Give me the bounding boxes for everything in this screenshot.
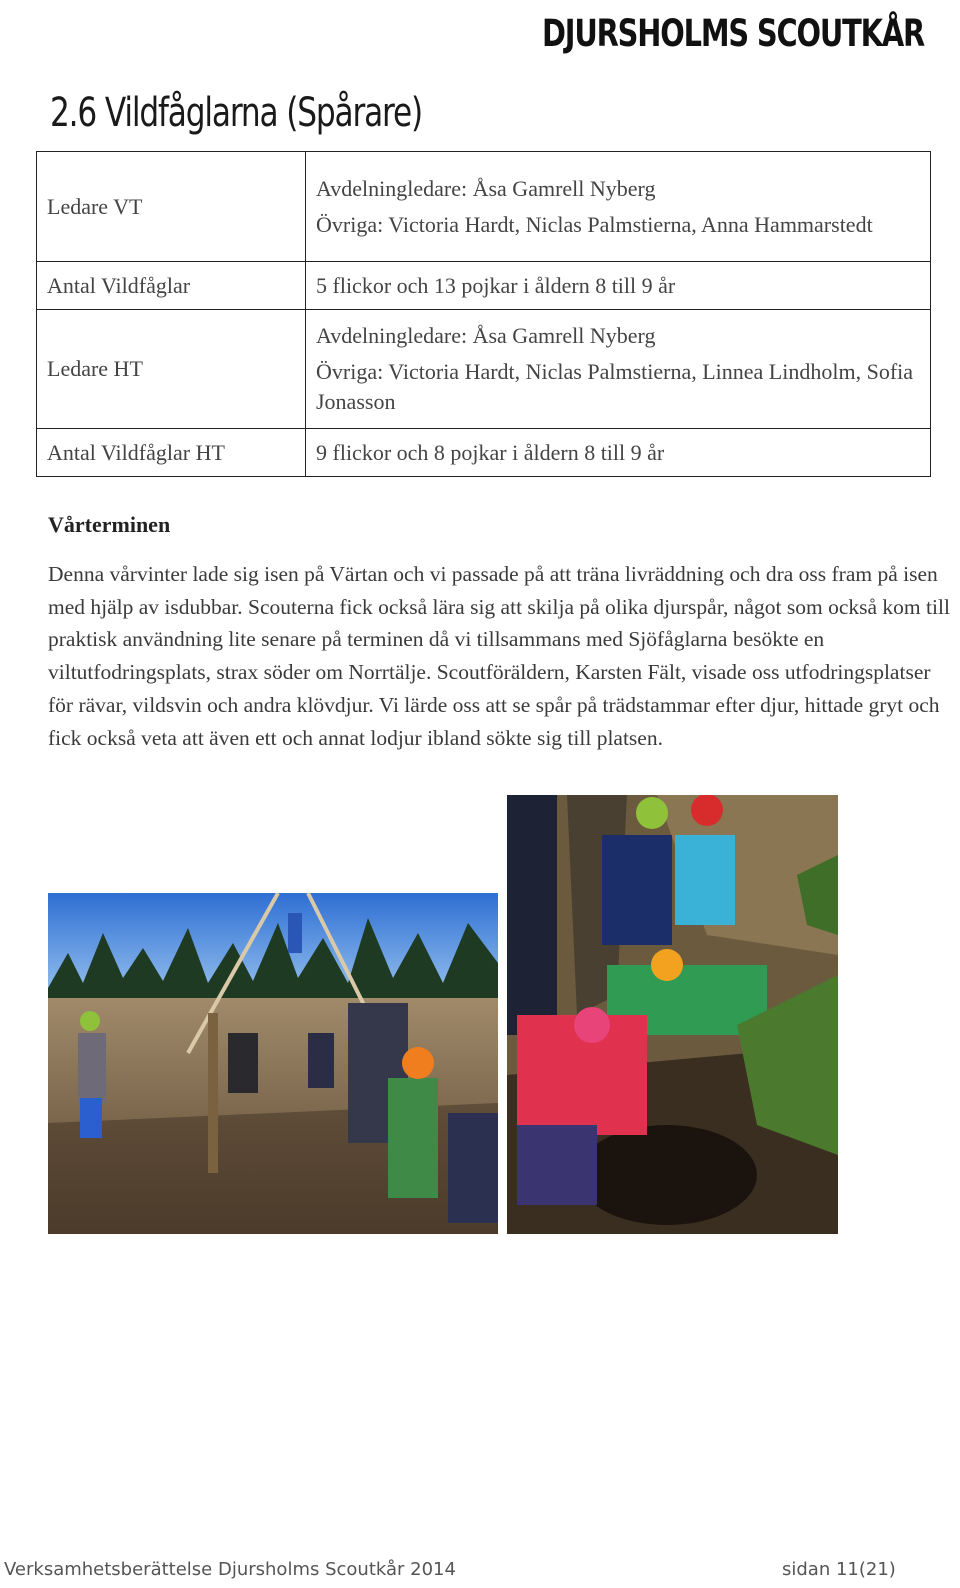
scoutkar-logo bbox=[538, 0, 958, 66]
row-line: Avdelningledare: Åsa Gamrell Nyberg bbox=[316, 323, 656, 348]
page-title: 2.6 Vildfåglarna (Spårare) bbox=[50, 90, 423, 136]
leaders-table bbox=[36, 151, 931, 477]
row-line: Övriga: Victoria Hardt, Niclas Palmstierna, Linnea Lindholm, Sofia Jonasson bbox=[316, 359, 914, 414]
scouts-photo bbox=[507, 795, 838, 1234]
footer-report-title: Verksamhetsberättelse Djursholms Scoutkår 2014 bbox=[4, 1559, 456, 1580]
logo-text: DJURSHOLMS SCOUTKÅR bbox=[542, 11, 925, 55]
row-label: Ledare VT bbox=[37, 152, 306, 262]
section-title: Vårterminen bbox=[48, 512, 171, 537]
row-line: 9 flickor och 8 pojkar i åldern 8 till 9 år bbox=[316, 439, 665, 465]
row-line: Avdelningledare: Åsa Gamrell Nyberg bbox=[316, 175, 656, 201]
row-label: Ledare HT bbox=[37, 310, 306, 429]
table-row bbox=[37, 429, 931, 477]
row-line: Övriga: Victoria Hardt, Niclas Palmstierna, Anna Hammarstedt bbox=[316, 211, 873, 237]
row-label: Antal Vildfåglar HT bbox=[37, 429, 306, 477]
row-value bbox=[306, 152, 931, 262]
row-line: 5 flickor och 13 pojkar i åldern 8 till 9 år bbox=[316, 272, 676, 298]
table-row bbox=[37, 152, 931, 262]
row-label: Antal Vildfåglar bbox=[37, 262, 306, 310]
table-row bbox=[37, 262, 931, 310]
footer-page-number: sidan 11(21) bbox=[782, 1559, 896, 1580]
row-value bbox=[306, 262, 931, 310]
section-body: Denna vårvinter lade sig isen på Värtan och vi passade på att träna livräddning och dra oss fram på isen med hjälp av isdubbar. Scouterna fick också lära sig att skilja på olika djurspår, något som också kom till praktisk användning lite senare på terminen då vi tillsammans med Sjöfåglarna besökte en viltutfodringsplats, strax söder om Norrtälje. Scoutföräldern, Karsten Fält, visade oss utfodringsplatser för rävar, vildsvin och andra klövdjur. Vi lärde oss att se spår på trädstammar efter djur, hittade gryt och fick också veta att även ett och annat lodjur ibland sökte sig till platsen. bbox=[48, 562, 950, 750]
field-photo bbox=[48, 893, 498, 1234]
row-value bbox=[306, 310, 931, 429]
row-value bbox=[306, 429, 931, 477]
table-row bbox=[37, 310, 931, 429]
